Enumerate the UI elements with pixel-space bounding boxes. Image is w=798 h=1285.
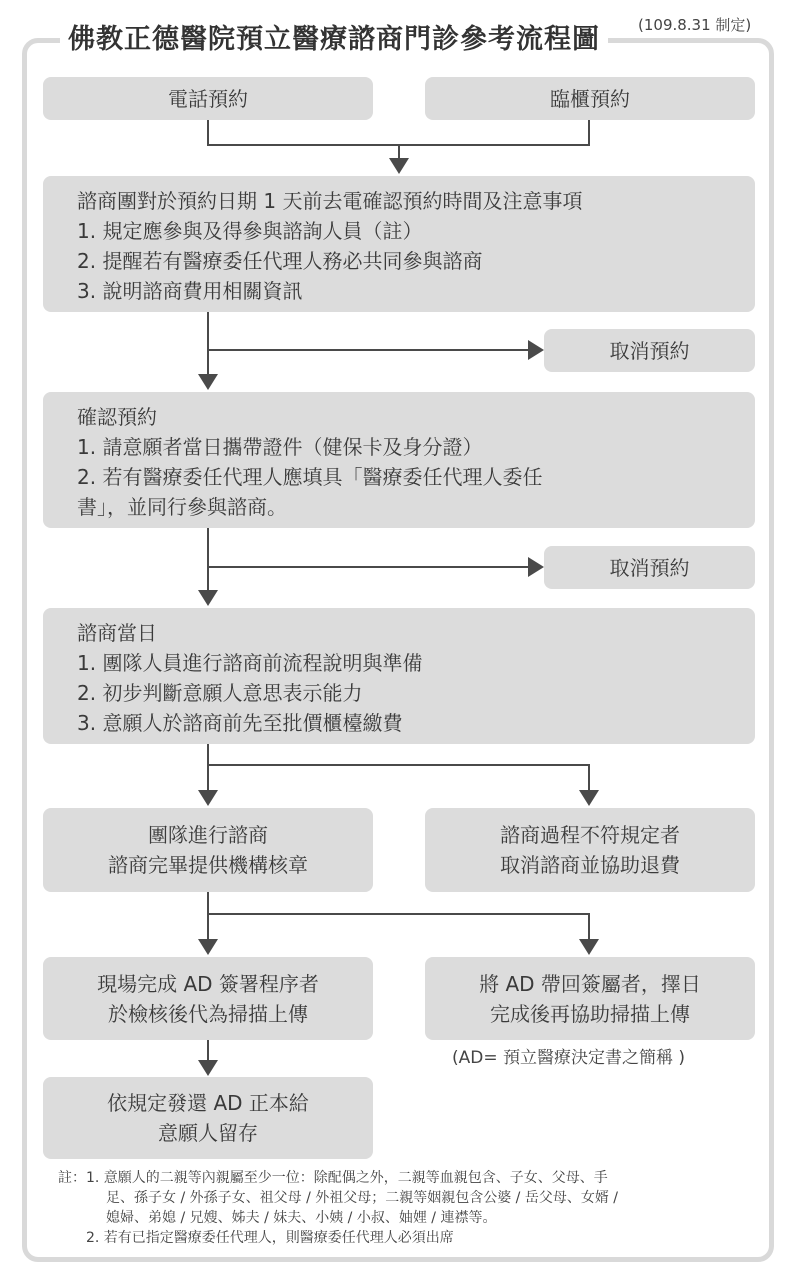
footnote-line: 2. 若有已指定醫療委任代理人，則醫療委任代理人必須出席 xyxy=(86,1230,454,1246)
counter-booking-box xyxy=(425,77,755,120)
return-original-box xyxy=(43,1077,373,1159)
consult-fail-line: 取消諮商並協助退費 xyxy=(500,853,680,877)
team-consult-line: 諮商完畢提供機構核章 xyxy=(108,853,308,877)
onsite-sign-line: 現場完成 AD 簽署程序者 xyxy=(97,971,319,996)
confirm-booking-item: 書」，並同行參與諮商。 xyxy=(77,495,287,519)
confirm-call-item: 1. 規定應參與及得參與諮詢人員（註） xyxy=(77,219,423,243)
consult-day-box xyxy=(43,608,755,744)
confirm-call-item: 2. 提醒若有醫療委任代理人務必共同參與諮商 xyxy=(77,249,483,273)
confirm-call-box xyxy=(43,176,755,312)
ad-abbreviation-note: (AD= 預立醫療決定書之簡稱 ) xyxy=(452,1048,686,1068)
takehome-sign-line: 完成後再協助掃描上傳 xyxy=(490,1001,690,1026)
confirm-call-item: 3. 說明諮商費用相關資訊 xyxy=(77,279,303,303)
confirm-call-heading: 諮商團對於預約日期 1 天前去電確認預約時間及注意事項 xyxy=(77,189,583,213)
cancel-booking-label: 取消預約 xyxy=(609,338,690,363)
cancel-booking-label: 取消預約 xyxy=(609,555,690,580)
cancel-booking-box-2 xyxy=(544,546,755,589)
onsite-sign-line: 於檢核後代為掃描上傳 xyxy=(108,1001,308,1026)
revision-date: (109.8.31 制定) xyxy=(634,14,755,35)
footnote-line: 媳婦、弟媳 / 兄嫂、姊夫 / 妹夫、小姨 / 小叔、妯娌 / 連襟等。 xyxy=(106,1210,497,1226)
return-original-line: 依規定發還 AD 正本給 xyxy=(107,1091,309,1115)
confirm-booking-item: 1. 請意願者當日攜帶證件（健保卡及身分證） xyxy=(77,435,483,459)
consult-fail-line: 諮商過程不符規定者 xyxy=(500,823,680,847)
team-consult-line: 團隊進行諮商 xyxy=(148,823,268,847)
footnote-line: 足、孫子女 / 外孫子女、祖父母 / 外祖父母；二親等姻親包含公婆 / 岳父母、女婿 / xyxy=(106,1190,619,1206)
cancel-booking-box-1 xyxy=(544,329,755,372)
onsite-sign-box xyxy=(43,957,373,1040)
page-title: 佛教正德醫院預立醫療諮商門診參考流程圖 xyxy=(60,18,608,62)
confirm-booking-box xyxy=(43,392,755,528)
takehome-sign-line: 將 AD 帶回簽屬者，擇日 xyxy=(479,971,701,996)
consult-fail-box xyxy=(425,808,755,892)
confirm-booking-heading: 確認預約 xyxy=(77,405,157,429)
confirm-booking-item: 2. 若有醫療委任代理人應填具「醫療委任代理人委任 xyxy=(77,465,543,489)
footnote-label: 註： xyxy=(58,1170,86,1186)
footnote-line: 1. 意願人的二親等內親屬至少一位：除配偶之外，二親等血親包含、子女、父母、手 xyxy=(86,1170,608,1186)
phone-booking-label: 電話預約 xyxy=(168,86,248,111)
counter-booking-label: 臨櫃預約 xyxy=(550,86,630,111)
takehome-sign-box xyxy=(425,957,755,1040)
return-original-line: 意願人留存 xyxy=(158,1121,258,1145)
consult-day-heading: 諮商當日 xyxy=(77,621,157,645)
team-consult-box xyxy=(43,808,373,892)
consult-day-item: 2. 初步判斷意願人意思表示能力 xyxy=(77,681,363,705)
consult-day-item: 1. 團隊人員進行諮商前流程說明與準備 xyxy=(77,651,423,675)
phone-booking-box xyxy=(43,77,373,120)
footnotes xyxy=(58,1168,758,1248)
consult-day-item: 3. 意願人於諮商前先至批價櫃檯繳費 xyxy=(77,711,403,735)
